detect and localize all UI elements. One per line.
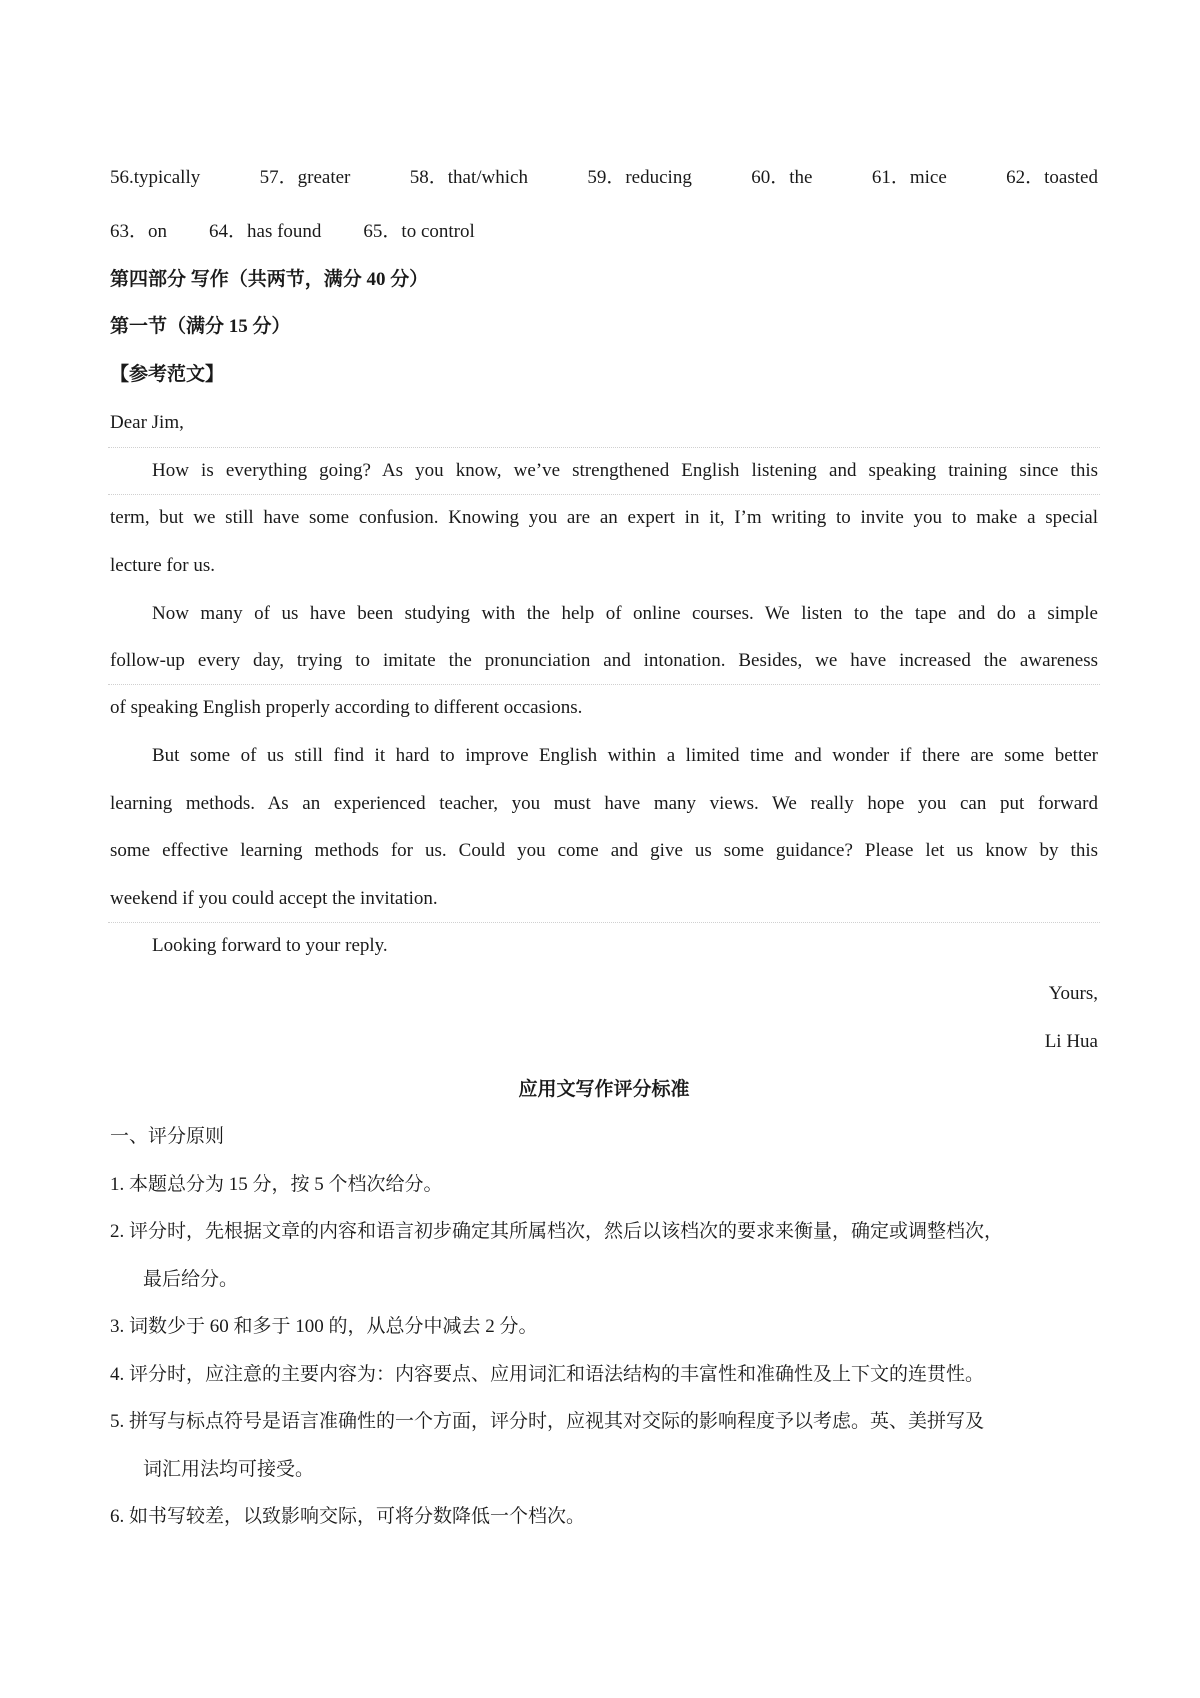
subsection-heading: 第一节（满分 15 分） [110,316,291,337]
criteria-item-6: 6. 如书写较差，以致影响交际，可将分数降低一个档次。 [110,1506,586,1527]
ruled-line [108,494,1100,495]
letter-p1-line1: How is everything going? As you know, we’ve strengthened English listening and speaking training since this [152,460,1098,481]
letter-p2-line3: of speaking English properly according to different occasions. [110,697,583,718]
letter-p1-line2: term, but we still have some confusion. Knowing you are an expert in it, I’m writing to invite you to make a special [110,507,1098,528]
answer-59: 59．reducing [587,167,692,188]
answer-65: 65．to control [363,221,475,242]
letter-p3-line1: But some of us still find it hard to improve English within a limited time and wonder if there are some better [152,745,1098,766]
criteria-item-2: 2. 评分时，先根据文章的内容和语言初步确定其所属档次，然后以该档次的要求来衡量，确定或调整档次， [110,1221,1004,1242]
reference-label: 【参考范文】 [110,364,225,385]
answer-row-1 [110,164,1098,192]
criteria-item-5-cont: 词汇用法均可接受。 [143,1459,315,1480]
ruled-line [108,684,1100,685]
letter-signature: Li Hua [1044,1031,1098,1052]
letter-p3-line4: weekend if you could accept the invitation. [110,888,438,909]
answer-63: 63．on [110,221,168,242]
answer-56: 56.typically [110,167,201,188]
answer-58: 58．that/which [409,167,528,188]
criteria-item-3: 3. 词数少于 60 和多于 100 的，从总分中减去 2 分。 [110,1316,538,1337]
answer-57: 57．greater [259,167,351,188]
ruled-line [108,922,1100,923]
letter-sign-off: Yours, [1048,983,1098,1004]
answer-row-2 [110,218,1098,246]
section-heading: 第四部分 写作（共两节，满分 40 分） [110,269,429,290]
answer-62: 62．toasted [1006,167,1098,188]
letter-p3-line3: some effective learning methods for us. Could you come and give us some guidance? Please let us know by this [110,840,1098,861]
criteria-item-4: 4. 评分时，应注意的主要内容为：内容要点、应用词汇和语法结构的丰富性和准确性及上下文的连贯性。 [110,1364,985,1385]
letter-closing-line: Looking forward to your reply. [152,935,388,956]
letter-p2-line2: follow-up every day, trying to imitate the pronunciation and intonation. Besides, we have increased the awareness [110,650,1098,671]
criteria-item-1: 1. 本题总分为 15 分，按 5 个档次给分。 [110,1174,443,1195]
letter-salutation: Dear Jim, [110,412,184,433]
letter-p2-line1: Now many of us have been studying with the help of online courses. We listen to the tape and do a simple [152,603,1098,624]
ruled-line [108,447,1100,448]
criteria-title: 应用文写作评分标准 [518,1079,690,1100]
answer-60: 60．the [751,167,813,188]
letter-p1-line3: lecture for us. [110,555,215,576]
criteria-item-5: 5. 拼写与标点符号是语言准确性的一个方面，评分时，应视其对交际的影响程度予以考虑。英、美拼写及 [110,1411,985,1432]
answer-61: 61．mice [871,167,947,188]
letter-p3-line2: learning methods. As an experienced teacher, you must have many views. We really hope you can put forward [110,793,1098,814]
criteria-section: 一、评分原则 [110,1126,225,1147]
criteria-item-2-cont: 最后给分。 [143,1269,239,1290]
answer-64: 64．has found [209,221,322,242]
